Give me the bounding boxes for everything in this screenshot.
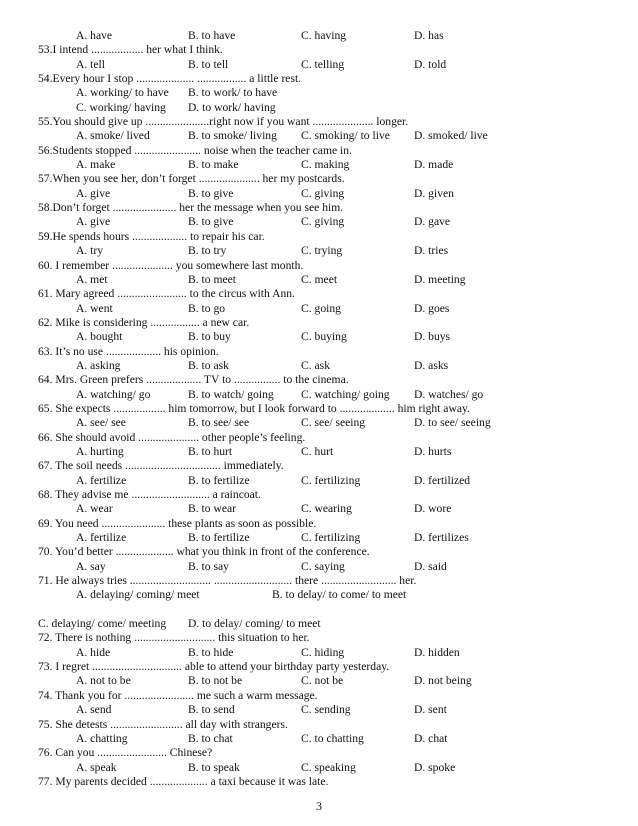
option-c[interactable]: C. hurt	[301, 444, 334, 458]
option-d[interactable]: D. smoked/ live	[414, 129, 488, 143]
options-row	[38, 86, 618, 100]
question-text: 56.Students stopped ....................... noise when the teacher came in.	[38, 143, 352, 157]
option-c[interactable]: C. watching/ going	[301, 387, 390, 401]
option-a[interactable]: A. wear	[76, 502, 113, 516]
option-c[interactable]: C. to chatting	[301, 731, 364, 745]
question-text: 64. Mrs. Green prefers ................... TV to ................ to the cinema.	[38, 373, 349, 387]
options-row	[38, 588, 618, 602]
question-text: 60. I remember ..................... you somewhere last month.	[38, 258, 304, 272]
options-row	[38, 330, 618, 344]
option-d[interactable]: D. hidden	[414, 645, 460, 659]
option-d[interactable]: D. made	[414, 158, 454, 172]
option-d[interactable]: D. told	[414, 57, 447, 71]
option-a[interactable]: A. chatting	[76, 731, 128, 745]
option-b[interactable]: B. to send	[188, 703, 235, 717]
option-a[interactable]: A. have	[76, 29, 113, 42]
options-row	[38, 388, 618, 402]
option-a[interactable]: A. fertilize	[76, 473, 127, 487]
option-c[interactable]: C. meet	[301, 272, 338, 286]
option-c[interactable]: C. working/ having	[76, 100, 166, 114]
option-b[interactable]: B. to say	[188, 559, 229, 573]
option-d[interactable]: D. spoke	[414, 760, 456, 774]
options-row	[38, 560, 618, 574]
option-c[interactable]: C. hiding	[301, 645, 345, 659]
options-row	[38, 101, 618, 115]
options-row	[38, 732, 618, 746]
option-b[interactable]: B. to see/ see	[188, 416, 250, 430]
option-a[interactable]: A. say	[76, 559, 106, 573]
option-d[interactable]: D. has	[414, 29, 444, 42]
option-c[interactable]: C. telling	[301, 57, 345, 71]
option-b[interactable]: B. to try	[188, 244, 227, 258]
option-b[interactable]: B. to hide	[188, 645, 234, 659]
option-c[interactable]: C. saying	[301, 559, 345, 573]
option-c[interactable]: C. wearing	[301, 502, 352, 516]
option-a[interactable]: A. give	[76, 186, 111, 200]
question-text: 70. You’d better .................... what you think in front of the conference.	[38, 545, 370, 559]
question-text: 71. He always tries ............................ ........................... there .......................... her.	[38, 574, 417, 588]
option-a[interactable]: A. speak	[76, 760, 117, 774]
question-text: 55.You should give up ......................right now if you want ..................... longer.	[38, 115, 409, 129]
option-a[interactable]: A. working/ to have	[76, 86, 169, 100]
option-b[interactable]: B. to hurt	[188, 444, 233, 458]
option-d[interactable]: D. to see/ seeing	[414, 416, 491, 430]
option-b[interactable]: B. to fertilize	[188, 473, 250, 487]
option-a[interactable]: A. fertilize	[76, 531, 127, 545]
option-a[interactable]: A. asking	[76, 358, 121, 372]
option-d[interactable]: D. watches/ go	[414, 387, 484, 401]
option-d[interactable]: D. tries	[414, 244, 449, 258]
options-row	[38, 502, 618, 516]
question-text: 65. She expects .................. him tomorrow, but I look forward to ................... him right away.	[38, 401, 470, 415]
option-c[interactable]: C. making	[301, 158, 350, 172]
option-a[interactable]: A. went	[76, 301, 113, 315]
option-a[interactable]: A. smoke/ lived	[76, 129, 150, 143]
options-row	[38, 674, 618, 688]
question-text: 58.Don’t forget ...................... her the message when you see him.	[38, 201, 344, 215]
option-a[interactable]: A. try	[76, 244, 104, 258]
option-b[interactable]: B. to delay/ to come/ to meet	[272, 588, 407, 602]
option-a[interactable]: A. delaying/ coming/ meet	[76, 588, 200, 602]
option-d[interactable]: D. fertilizes	[414, 531, 469, 545]
question-text: 54.Every hour I stop .................... ................. a little rest.	[38, 72, 302, 86]
option-b[interactable]: B. to make	[188, 158, 239, 172]
question-text: 53.I intend .................. her what I think.	[38, 43, 223, 57]
options-row	[38, 474, 618, 488]
options-row	[38, 187, 618, 201]
question-text: 59.He spends hours ................... to repair his car.	[38, 229, 265, 243]
option-b[interactable]: B. to buy	[188, 330, 231, 344]
question-text: 68. They advise me ........................... a raincoat.	[38, 488, 261, 501]
question-text: 67. The soil needs ................................. immediately.	[38, 459, 284, 473]
option-d[interactable]: D. hurts	[414, 444, 452, 458]
exercise-document	[38, 29, 618, 789]
option-b[interactable]: B. to give	[188, 186, 234, 200]
option-d[interactable]: D. to work/ having	[188, 100, 276, 114]
option-a[interactable]: A. met	[76, 272, 108, 286]
option-b[interactable]: B. to work/ to have	[188, 86, 278, 100]
question-text: 75. She detests ......................... all day with strangers.	[38, 717, 288, 731]
option-c[interactable]: C. fertilizing	[301, 531, 361, 545]
option-a[interactable]: A. send	[76, 703, 112, 717]
option-c[interactable]: C. buying	[301, 330, 347, 344]
option-a[interactable]: A. hide	[76, 645, 111, 659]
option-d[interactable]: D. given	[414, 186, 454, 200]
option-a[interactable]: A. make	[76, 158, 116, 172]
option-d[interactable]: D. goes	[414, 301, 450, 315]
question-text: 72. There is nothing ............................ this situation to her.	[38, 631, 310, 645]
option-c[interactable]: C. see/ seeing	[301, 416, 366, 430]
question-list	[38, 43, 618, 789]
option-c[interactable]: C. giving	[301, 186, 345, 200]
question-text: 77. My parents decided .................... a taxi because it was late.	[38, 774, 329, 788]
option-a[interactable]: A. watching/ go	[76, 387, 151, 401]
option-b[interactable]: B. to chat	[188, 731, 233, 745]
option-d[interactable]: D. asks	[414, 358, 449, 372]
option-a[interactable]: A. bought	[76, 330, 123, 344]
option-a[interactable]: A. tell	[76, 57, 105, 71]
option-b[interactable]: B. to give	[188, 215, 234, 229]
option-d[interactable]: D. said	[414, 559, 447, 573]
option-a[interactable]: A. hurting	[76, 444, 124, 458]
option-b[interactable]: B. to meet	[188, 272, 236, 286]
option-b[interactable]: B. to watch/ going	[188, 387, 274, 401]
option-d[interactable]: D. chat	[414, 731, 448, 745]
options-row	[38, 215, 618, 229]
option-b[interactable]: B. to not be	[188, 674, 243, 688]
option-d[interactable]: D. gave	[414, 215, 451, 229]
option-d[interactable]: D. wore	[414, 502, 452, 516]
option-d[interactable]: D. buys	[414, 330, 451, 344]
options-row	[38, 445, 618, 459]
question-text: 69. You need ...................... these plants as soon as possible.	[38, 516, 317, 530]
blank-line	[38, 603, 618, 617]
option-b[interactable]: B. to speak	[188, 760, 240, 774]
options-row	[38, 359, 618, 373]
options-row	[38, 703, 618, 717]
question-text: 66. She should avoid ..................... other people’s feeling.	[38, 430, 306, 444]
option-d[interactable]: D. not being	[414, 674, 472, 688]
question-text: 74. Thank you for ........................ me such a warm message.	[38, 688, 318, 702]
options-row	[38, 129, 618, 143]
option-c[interactable]: C. having	[301, 29, 347, 42]
option-d[interactable]: D. to delay/ coming/ to meet	[188, 617, 321, 631]
option-b[interactable]: B. to go	[188, 301, 226, 315]
page-number: 3	[316, 799, 322, 813]
option-c[interactable]: C. fertilizing	[301, 473, 361, 487]
question-text: 61. Mary agreed ........................ to the circus with Ann.	[38, 287, 295, 301]
options-row	[38, 761, 618, 775]
option-c[interactable]: C. ask	[301, 358, 330, 372]
option-c[interactable]: C. going	[301, 301, 341, 315]
option-d[interactable]: D. meeting	[414, 272, 466, 286]
option-b[interactable]: B. to ask	[188, 358, 229, 372]
options-row	[38, 617, 618, 631]
options-row	[38, 273, 618, 287]
options-row	[38, 158, 618, 172]
options-row	[38, 58, 618, 72]
question-text: 62. Mike is considering ................. a new car.	[38, 315, 250, 329]
question-text: 63. It’s no use ................... his opinion.	[38, 344, 219, 358]
options-row-52	[38, 29, 618, 43]
option-c[interactable]: C. sending	[301, 703, 351, 717]
option-c[interactable]: C. trying	[301, 244, 343, 258]
options-row	[38, 646, 618, 660]
option-c[interactable]: C. speaking	[301, 760, 356, 774]
option-d[interactable]: D. sent	[414, 703, 447, 717]
option-c[interactable]: C. not be	[301, 674, 344, 688]
option-c[interactable]: C. giving	[301, 215, 345, 229]
options-row	[38, 302, 618, 316]
option-b[interactable]: B. to wear	[188, 502, 236, 516]
option-b[interactable]: B. to fertilize	[188, 531, 250, 545]
question-text: 76. Can you ........................ Chinese?	[38, 746, 213, 760]
option-b[interactable]: B. to tell	[188, 57, 229, 71]
option-c[interactable]: C. smoking/ to live	[301, 129, 390, 143]
option-b[interactable]: B. to have	[188, 29, 236, 42]
option-a[interactable]: A. give	[76, 215, 111, 229]
options-row	[38, 416, 618, 430]
option-a[interactable]: A. not to be	[76, 674, 131, 688]
option-a[interactable]: A. see/ see	[76, 416, 126, 430]
question-text: 73. I regret ............................... able to attend your birthday party yesterday.	[38, 660, 390, 674]
options-row	[38, 244, 618, 258]
question-text: 57.When you see her, don’t forget ..................... her my postcards.	[38, 172, 345, 186]
option-b[interactable]: B. to smoke/ living	[188, 129, 277, 143]
option-c[interactable]: C. delaying/ come/ meeting	[38, 617, 167, 631]
options-row	[38, 531, 618, 545]
option-d[interactable]: D. fertilized	[414, 473, 471, 487]
